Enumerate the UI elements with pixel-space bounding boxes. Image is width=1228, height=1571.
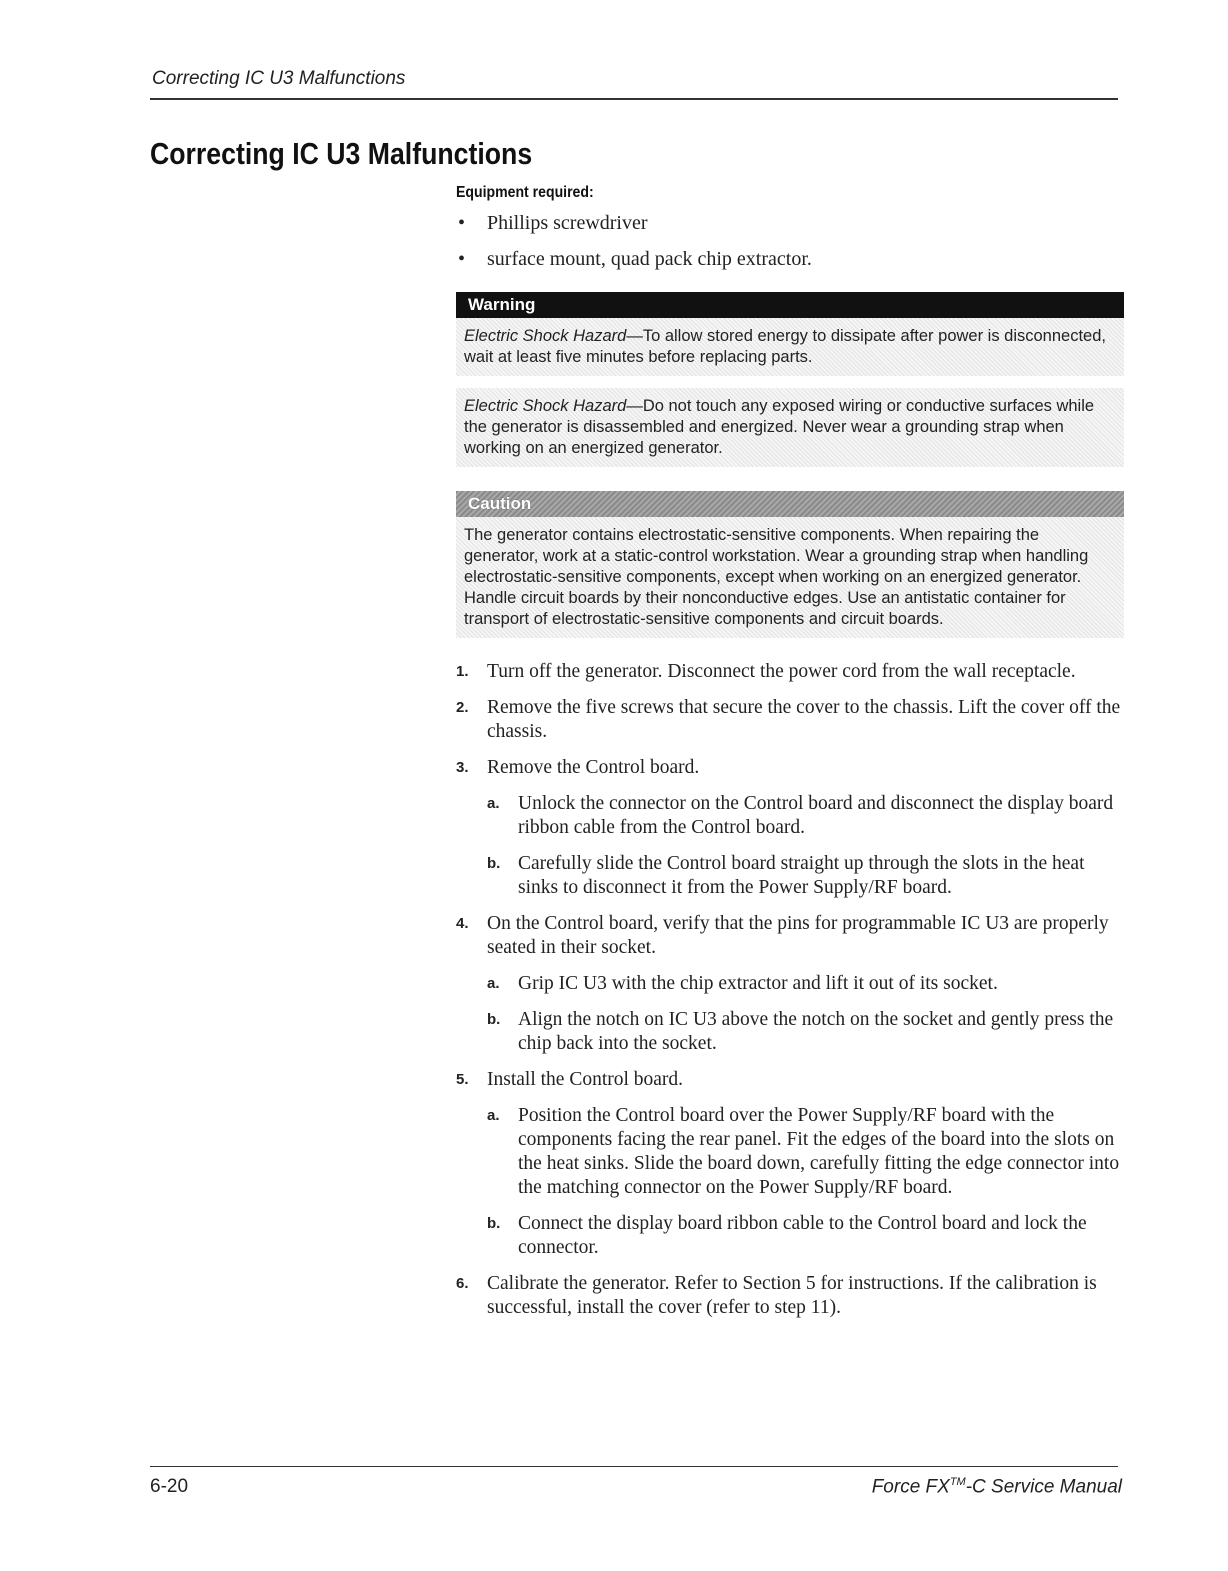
substep: b. Carefully slide the Control board straight up through the slots in the heat sinks to disconnect it from the Power Supply/RF board. bbox=[487, 853, 1085, 898]
list-item: • Phillips screwdriver bbox=[458, 212, 648, 234]
step: 1. Turn off the generator. Disconnect the power cord from the wall receptacle. bbox=[456, 661, 1076, 682]
content-column bbox=[456, 184, 1124, 1332]
step: 2. Remove the five screws that secure the cover to the chassis. Lift the cover off the chassis. bbox=[456, 697, 1121, 742]
footer-rule bbox=[150, 1466, 1118, 1467]
substep: a. Unlock the connector on the Control board and disconnect the display board ribbon cable from the Control board. bbox=[487, 793, 1114, 838]
caution-label: Caution bbox=[456, 491, 1124, 517]
substep: b. Align the notch on IC U3 above the notch on the socket and gently press the chip back into the socket. bbox=[487, 1009, 1114, 1054]
equipment-list bbox=[456, 210, 1124, 272]
step: 6. Calibrate the generator. Refer to Section 5 for instructions. If the calibration is successful, install the cover (refer to step 11). bbox=[456, 1273, 1097, 1318]
procedure-steps bbox=[456, 660, 1124, 1320]
bullet-icon: • bbox=[458, 248, 466, 270]
warning-text: Electric Shock Hazard—To allow stored energy to dissipate after power is disconnected, wait at least five minutes before replacing parts. bbox=[464, 327, 1106, 366]
manual-title: Force FX™-C Service Manual bbox=[871, 1476, 1122, 1498]
header-rule bbox=[150, 98, 1118, 100]
equipment-heading: Equipment required: bbox=[456, 184, 594, 201]
warning-text: Electric Shock Hazard—Do not touch any exposed wiring or conductive surfaces while the generator is disassembled and energized. Never wear a grounding strap when working on an energized generator. bbox=[464, 397, 1095, 457]
substep: a. Position the Control board over the Power Supply/RF board with the components facing the rear panel. Fit the edges of the board into the slots on the heat sinks. Slide the board down, carefully fitting the edge connector into the matching connector on the Power Supply/RF board. bbox=[487, 1105, 1120, 1198]
list-item: • surface mount, quad pack chip extractor. bbox=[458, 248, 812, 270]
substep: a. Grip IC U3 with the chip extractor and lift it out of its socket. bbox=[487, 973, 998, 994]
page-number: 6-20 bbox=[150, 1476, 189, 1497]
running-header: Correcting IC U3 Malfunctions bbox=[152, 68, 406, 89]
step: 5. Install the Control board. a. Position the Control board over the Power Supply/RF board with the components facing the rear panel. Fit the edges of the board into the slots on the heat sinks. Slide the board down, carefully fitting the edge connector into the matching connector on the Power Supply/RF board. b. Connect the display board ribbon cable to the Control board and lock the connector. bbox=[456, 1068, 1124, 1260]
step: 4. On the Control board, verify that the pins for programmable IC U3 are properly seated in their socket. a. Grip IC U3 with the chip extractor and lift it out of its socket. b. Align the notch on IC U3 above the notch on the socket and gently press the chip back into the socket. bbox=[456, 912, 1124, 1056]
page-title: Correcting IC U3 Malfunctions bbox=[150, 136, 533, 171]
warning-label: Warning bbox=[456, 292, 1124, 318]
substep: b. Connect the display board ribbon cable to the Control board and lock the connector. bbox=[487, 1213, 1087, 1258]
warning-box bbox=[456, 292, 1124, 467]
caution-box bbox=[456, 491, 1124, 638]
step: 3. Remove the Control board. a. Unlock the connector on the Control board and disconnect the display board ribbon cable from the Control board. b. Carefully slide the Control board straight up through the slots in the heat sinks to disconnect it from the Power Supply/RF board. bbox=[456, 756, 1124, 900]
bullet-icon: • bbox=[458, 212, 466, 234]
caution-text: The generator contains electrostatic-sensitive components. When repairing the generator, work at a static-control workstation. Wear a grounding strap when handling electrostatic-sensitive components, except when working on an energized generator. Handle circuit boards by their nonconductive edges. Use an antistatic container for transport of electrostatic-sensitive components and circuit boards. bbox=[464, 526, 1089, 628]
